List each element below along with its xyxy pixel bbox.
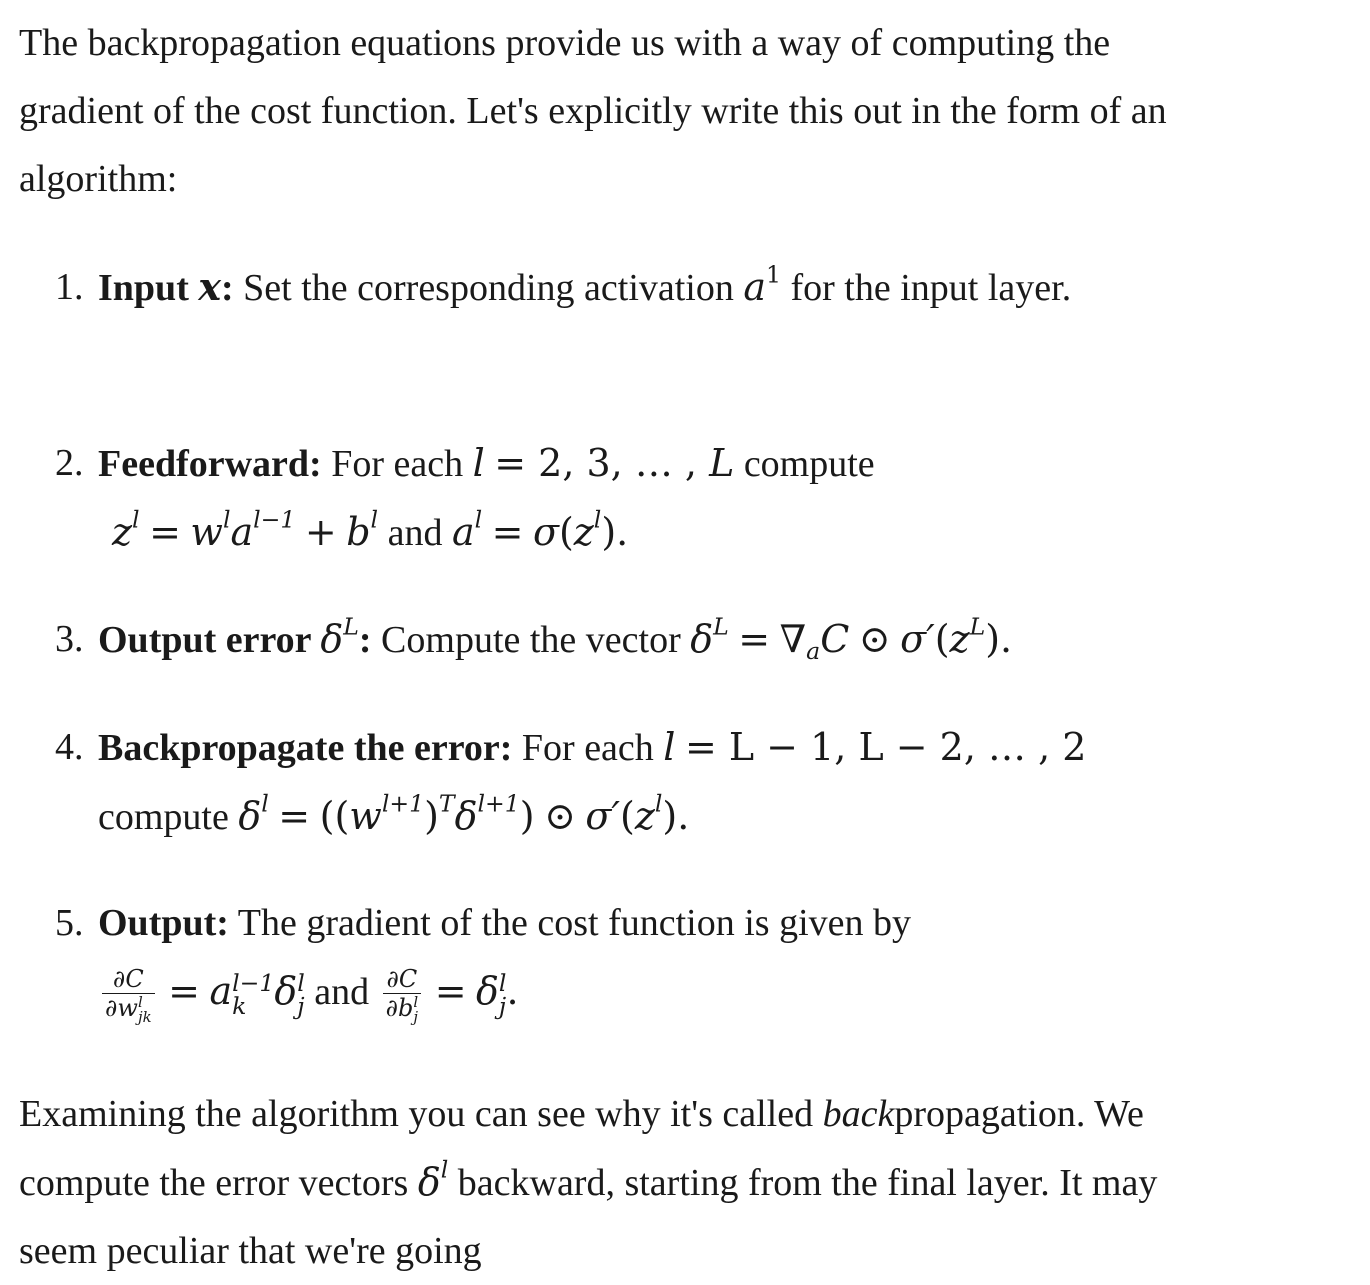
math-feedforward: $z^l = w^la^{l-1} + b^l$ and $a^l = \sigma(z^l)$. <box>112 505 629 554</box>
step-3 <box>55 605 1205 673</box>
step-body: Output: The gradient of the cost function is given by ∂C ∂w l jk = a l−1 k δ l j and ∂C ∂b l j = δ l j . <box>98 889 1208 1026</box>
step-title: Feedforward: <box>98 443 322 485</box>
outro-paragraph: Examining the algorithm you can see why it's called backpropagation. We compute the error vectors $\delta^l$ backward, starting from the final layer. It may seem peculiar that we're going <box>19 1093 1158 1272</box>
step-body: Output error $\delta^L$: Compute the vector $\delta^L = \nabla_aC$ ⊙ $\sigma'(z^L)$. <box>98 612 1013 666</box>
step-number: 5. <box>55 902 84 944</box>
math-output-error: $\delta^L = \nabla_aC$ ⊙ $\sigma'(z^L)$. <box>690 612 1013 666</box>
step-number: 3. <box>55 618 84 660</box>
step-title: Output error $\delta^L$: <box>98 612 372 661</box>
step-body: Feedforward: For each l = 2, 3, … , L compute $z^l = w^la^{l-1} + b^l$ and $a^l = \sigma(z^l)$. <box>98 429 1208 567</box>
math-a1: $a^1$ <box>743 260 781 309</box>
step-number: 1. <box>55 266 84 308</box>
step-body: Input x: Set the corresponding activation $a^1$ for the input layer. <box>98 260 1072 309</box>
step-title: Backpropagate the error: <box>98 727 513 769</box>
math-backprop: $\delta^l = ((w^{l+1})^T\delta^{l+1})$ ⊙ $\sigma'(z^l)$. <box>238 789 690 838</box>
step-5 <box>55 889 1205 1027</box>
step-title: Input x: <box>98 264 234 309</box>
step-4 <box>55 713 1205 838</box>
step-number: 4. <box>55 726 84 768</box>
intro-paragraph: The backpropagation equations provide us with a way of computing the gradient of the cost function. Let's explicitly write this out in the form of an algorithm: <box>19 22 1167 200</box>
step-1 <box>55 253 1205 321</box>
step-body: Backpropagate the error: For each l = L − 1, L − 2, … , 2 compute $\delta^l = ((w^{l+1})^T\delta^{l+1})$ ⊙ $\sigma'(z^l)$. <box>98 725 1087 838</box>
step-number: 2. <box>55 442 84 484</box>
step-2 <box>55 429 1205 554</box>
step-title: Output: <box>98 902 229 944</box>
math-gradient: ∂C ∂w l jk = a l−1 k δ l j and ∂C ∂b l j = δ l j . <box>98 957 1208 1026</box>
